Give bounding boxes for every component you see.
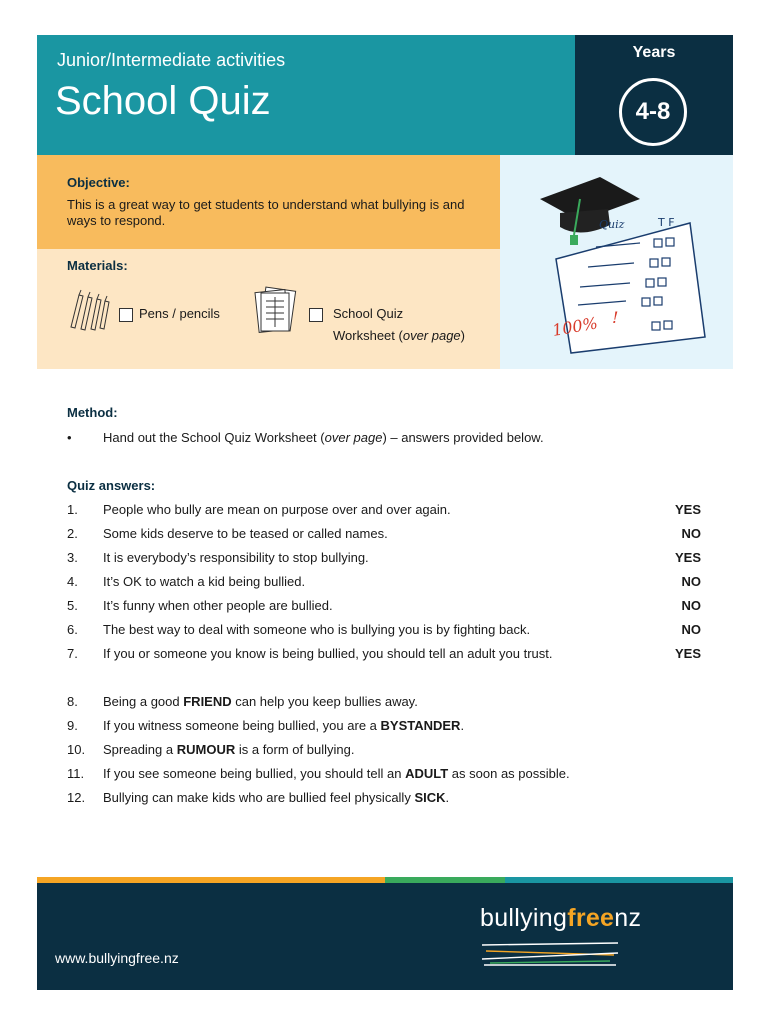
- quiz-row-answer: YES: [674, 550, 701, 565]
- quiz-row-number: 2.: [67, 526, 78, 541]
- worksheet-label-line2: [333, 325, 465, 347]
- quiz-row-question: It is everybody’s responsibility to stop bullying.: [103, 550, 369, 565]
- fill-row-sentence: [103, 790, 449, 805]
- quiz-row: [67, 550, 701, 570]
- bullyingfree-logo: [480, 904, 641, 933]
- fill-row-sentence: [103, 718, 464, 733]
- quiz-sheet-icon: [500, 155, 733, 369]
- quiz-score-mark: !: [612, 308, 619, 327]
- quiz-sheet-title: Quiz: [599, 218, 625, 231]
- header-kicker: Junior/Intermediate activities: [57, 50, 286, 70]
- fill-row-sentence: [103, 742, 354, 757]
- worksheet-line2-emphasis: over page: [402, 328, 461, 343]
- fill-row-pre: Being a good: [103, 694, 184, 709]
- pens-label: Pens / pencils: [139, 306, 220, 321]
- logo-text-pre: bullying: [480, 904, 568, 932]
- quiz-illustration: [500, 155, 733, 369]
- quiz-row-answer: NO: [681, 574, 701, 589]
- fill-row: [67, 790, 701, 810]
- fill-row-answer-word: SICK: [414, 790, 446, 805]
- fill-row: [67, 766, 701, 786]
- materials-panel: [37, 249, 500, 369]
- quiz-row-number: 1.: [67, 502, 78, 517]
- quiz-row-number: 7.: [67, 646, 78, 661]
- quiz-row: [67, 622, 701, 642]
- fill-row: [67, 742, 701, 762]
- quiz-row-number: 3.: [67, 550, 78, 565]
- fill-row-pre: Spreading a: [103, 742, 177, 757]
- fill-row-number: 8.: [67, 694, 78, 709]
- method-item-emphasis: over page: [324, 430, 383, 445]
- fill-row-number: 11.: [67, 766, 85, 781]
- quiz-row-question: People who bully are mean on purpose over and over again.: [103, 502, 451, 517]
- objective-label: Objective:: [67, 175, 130, 190]
- pencils-icon: [67, 287, 115, 335]
- worksheet-label-line1: School Quiz: [333, 306, 404, 321]
- quiz-row-answer: NO: [681, 598, 701, 613]
- quiz-row: [67, 598, 701, 618]
- quiz-row-answer: YES: [674, 646, 701, 661]
- quiz-row-question: Some kids deserve to be teased or called names.: [103, 526, 388, 541]
- quiz-row-question: It’s funny when other people are bullied.: [103, 598, 333, 613]
- fill-row-post: is a form of bullying.: [235, 742, 355, 757]
- worksheet-stack-icon: [247, 285, 303, 337]
- fill-row-number: 12.: [67, 790, 86, 805]
- fill-row-post: as soon as possible.: [448, 766, 570, 781]
- method-label: Method:: [67, 405, 118, 420]
- method-item-suffix: ) – answers provided below.: [382, 430, 544, 445]
- quiz-row: [67, 646, 701, 666]
- fill-row-post: .: [460, 718, 465, 733]
- worksheet-line2-suffix: ): [460, 328, 466, 343]
- quiz-row-question: The best way to deal with someone who is bullying you is by fighting back.: [103, 622, 531, 637]
- fill-row-answer-word: FRIEND: [183, 694, 232, 709]
- quiz-row-answer: NO: [681, 622, 701, 637]
- page-title: School Quiz: [55, 79, 271, 123]
- quiz-row: [67, 526, 701, 546]
- quiz-row-answer: YES: [674, 502, 701, 517]
- pens-checkbox[interactable]: [119, 308, 133, 322]
- fill-row-answer-word: RUMOUR: [176, 742, 236, 757]
- quiz-row-number: 4.: [67, 574, 78, 589]
- bullet-dot: •: [67, 430, 72, 445]
- quiz-row-number: 5.: [67, 598, 78, 613]
- worksheet-label: [333, 303, 465, 347]
- fill-row-post: .: [445, 790, 450, 805]
- fill-row: [67, 718, 701, 738]
- quiz-row-question: If you or someone you know is being bullied, you should tell an adult you trust.: [103, 646, 553, 661]
- quiz-answers-label: Quiz answers:: [67, 478, 156, 493]
- worksheet-line2-prefix: Worksheet (: [333, 328, 403, 343]
- logo-scribble-icon: [480, 941, 620, 967]
- method-item-text: [103, 430, 544, 445]
- materials-label: Materials:: [67, 258, 128, 273]
- footer-bar: [37, 883, 733, 990]
- years-badge: [575, 35, 733, 155]
- header-banner: [37, 35, 575, 155]
- quiz-score: 100%: [550, 313, 600, 340]
- years-label: Years: [632, 44, 676, 61]
- quiz-row-question: It’s OK to watch a kid being bullied.: [103, 574, 306, 589]
- fill-row-pre: Bullying can make kids who are bullied feel physically: [103, 790, 415, 805]
- fill-row-sentence: [103, 694, 418, 709]
- quiz-row-answer: NO: [681, 526, 701, 541]
- fill-row-pre: If you witness someone being bullied, you are a: [103, 718, 381, 733]
- logo-text-free: free: [567, 904, 615, 932]
- footer-url[interactable]: www.bullyingfree.nz: [55, 950, 179, 966]
- objective-panel: [37, 155, 500, 249]
- quiz-row: [67, 502, 701, 522]
- logo-text-post: nz: [614, 904, 642, 932]
- quiz-row: [67, 574, 701, 594]
- years-value: 4-8: [619, 78, 687, 146]
- fill-row-post: can help you keep bullies away.: [231, 694, 418, 709]
- fill-row-number: 10.: [67, 742, 86, 757]
- objective-text: This is a great way to get students to understand what bullying is and ways to respond.: [67, 197, 465, 228]
- fill-row-answer-word: ADULT: [405, 766, 449, 781]
- quiz-sheet-tf: T F: [658, 216, 675, 229]
- fill-row-number: 9.: [67, 718, 78, 733]
- fill-row: [67, 694, 701, 714]
- fill-row-sentence: [103, 766, 570, 781]
- worksheet-checkbox[interactable]: [309, 308, 323, 322]
- method-item-prefix: Hand out the School Quiz Worksheet (: [103, 430, 325, 445]
- fill-row-pre: If you see someone being bullied, you should tell an: [103, 766, 406, 781]
- fill-row-answer-word: BYSTANDER: [380, 718, 461, 733]
- quiz-row-number: 6.: [67, 622, 78, 637]
